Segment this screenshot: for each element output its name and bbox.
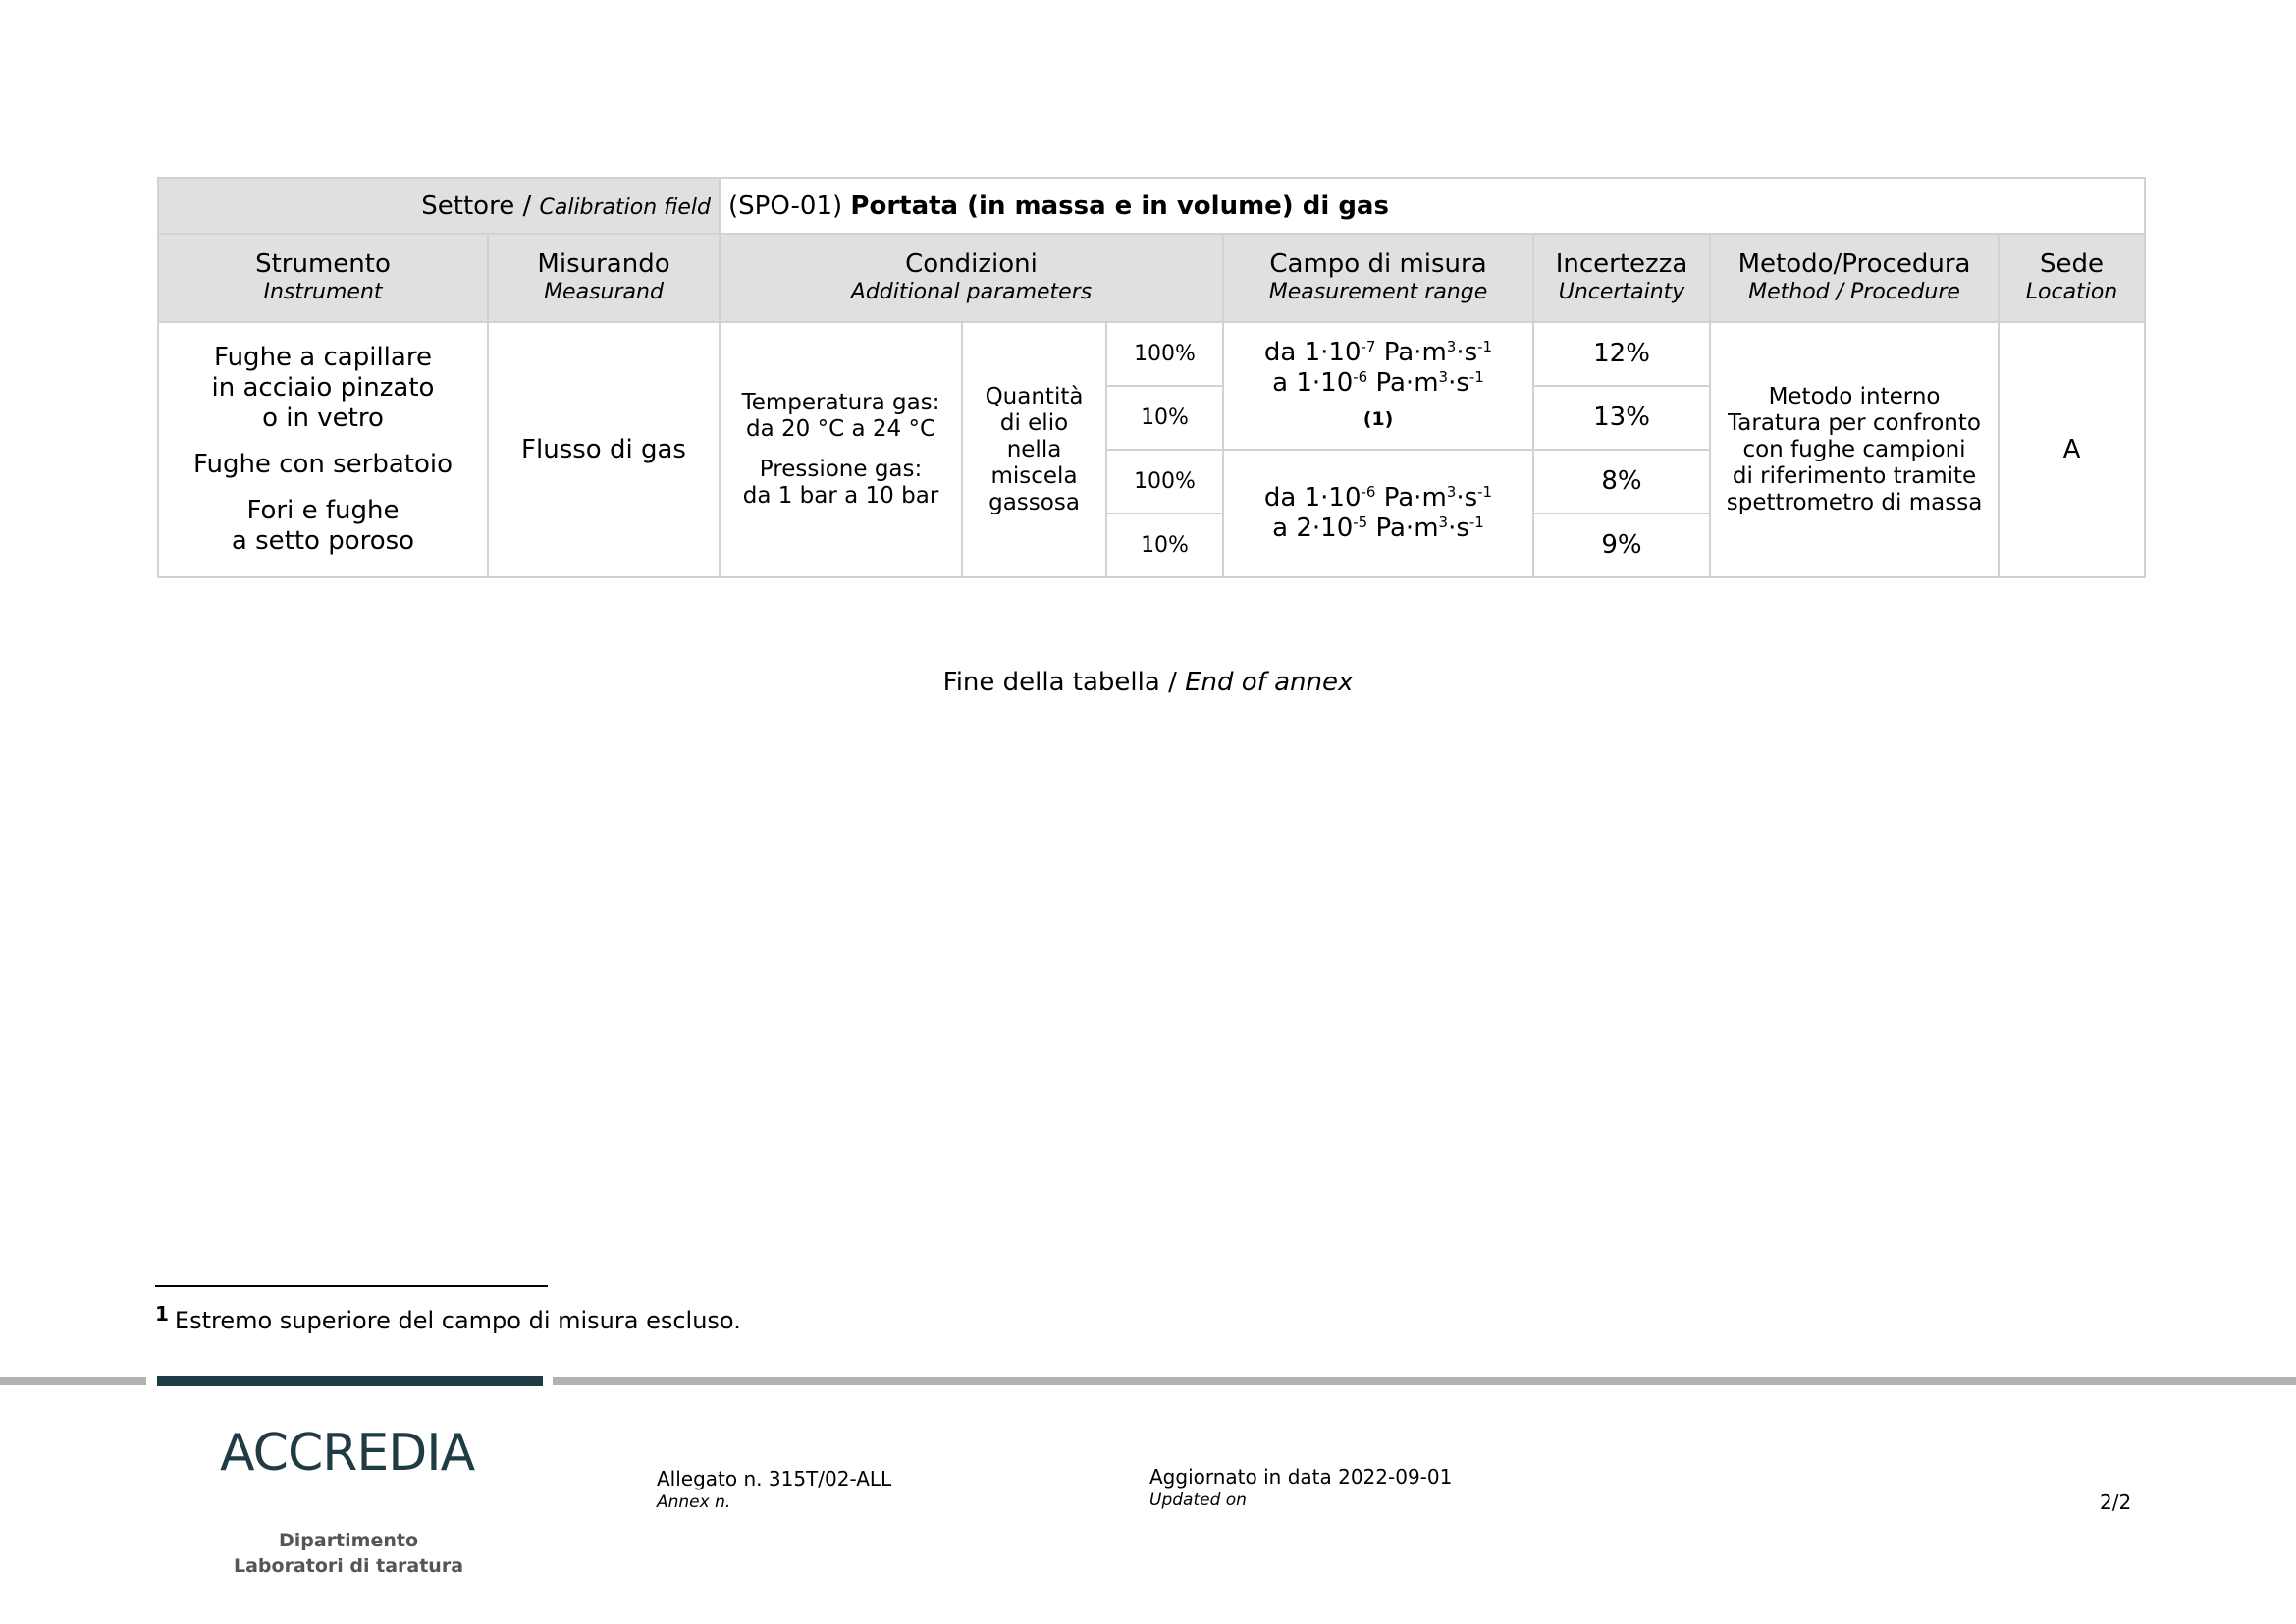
range-cell-2: da $1\cdot 10^{-6}$ $Pa\cdot m^3\cdot s^{-1}$ a $2\cdot 10^{-5}$ $Pa\cdot m^3\cdot s^{-1}$ (1223, 450, 1533, 577)
uncertainty-cell: 12% (1533, 322, 1710, 386)
footer-bar-left (0, 1377, 146, 1385)
pct-cell: 10% (1106, 514, 1223, 577)
uncertainty-cell: 13% (1533, 386, 1710, 450)
annex-number: Allegato n. 315T/02-ALL Annex n. (657, 1467, 892, 1512)
header-location: Sede Location (1999, 234, 2145, 322)
header-uncertainty: Incertezza Uncertainty (1533, 234, 1710, 322)
pct-cell: 100% (1106, 322, 1223, 386)
range-cell-1: da $1\cdot 10^{-7}$ $Pa\cdot m^3\cdot s^{-1}$ a $1\cdot 10^{-6}$ $Pa\cdot m^3\cdot s^{-1}$ (1) (1223, 322, 1533, 450)
calibration-table (157, 177, 2146, 578)
footer-bar-right (553, 1377, 2296, 1385)
footnote-ref: (1) (1362, 407, 1394, 430)
uncertainty-cell: 8% (1533, 450, 1710, 514)
header-instrument: Strumento Instrument (158, 234, 488, 322)
uncertainty-cell: 9% (1533, 514, 1710, 577)
location-cell: A (1999, 322, 2145, 577)
header-measurand: Misurando Measurand (488, 234, 720, 322)
end-of-table: Fine della tabella / End of annex (942, 668, 1354, 697)
header-method: Metodo/Procedura Method / Procedure (1710, 234, 1999, 322)
pct-cell: 100% (1106, 450, 1223, 514)
updated-date: Aggiornato in data 2022-09-01 Updated on (1149, 1465, 1453, 1510)
instrument-cell: Fughe a capillare in acciaio pinzato o in vetro Fughe con serbatoio Fori e fughe a setto poroso (158, 322, 488, 577)
header-row (158, 234, 2145, 322)
measurand-cell: Flusso di gas (488, 322, 720, 577)
temperature-pressure-cell: Temperatura gas: da 20 °C a 24 °C Pressione gas: da 1 bar a 10 bar (720, 322, 962, 577)
department-label: Dipartimento Laboratori di taratura (233, 1530, 464, 1577)
footer-bar-accent (157, 1376, 543, 1386)
header-range: Campo di misura Measurement range (1223, 234, 1533, 322)
sector-title: (SPO-01) Portata (in massa e in volume) di gas (720, 178, 2145, 234)
helium-cell: Quantità di elio nella miscela gassosa (962, 322, 1106, 577)
page-number: 2/2 (2100, 1490, 2132, 1514)
pct-cell: 10% (1106, 386, 1223, 450)
footnote: $^1$ Estremo superiore del campo di misura escluso. (155, 1302, 741, 1334)
method-cell: Metodo interno Taratura per confronto con fughe campioni di riferimento tramite spettrometro di massa (1710, 322, 1999, 577)
footnote-rule (155, 1285, 548, 1287)
sector-label: Settore / Calibration field (158, 178, 720, 234)
header-conditions: Condizioni Additional parameters (720, 234, 1223, 322)
accredia-logo: ACCREDIA (220, 1424, 475, 1483)
